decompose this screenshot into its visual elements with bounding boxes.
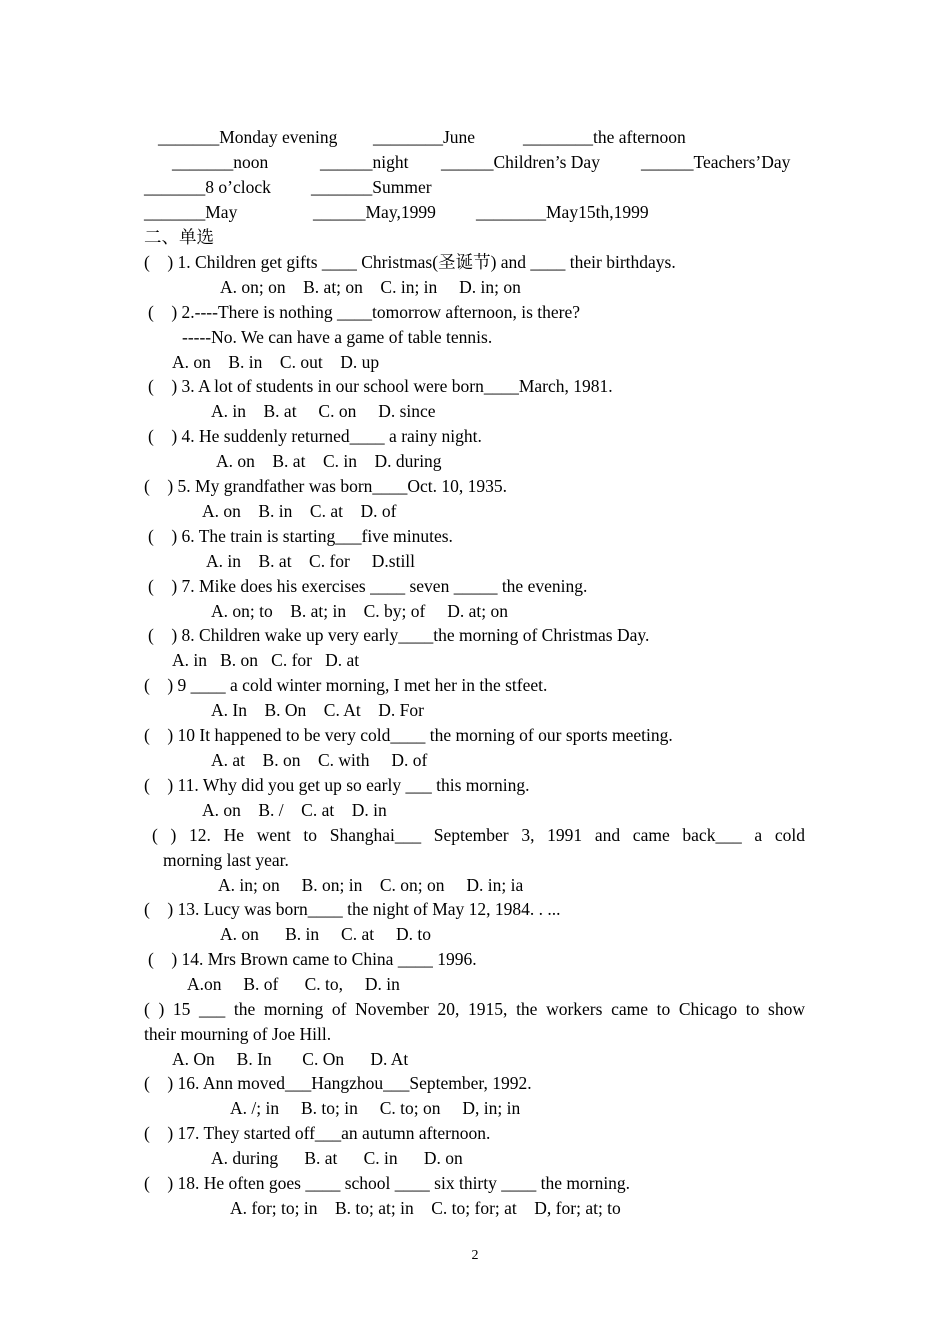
question-stem: ( ) 15 ___ the morning of November 20, 1915, the workers came to Chicago to show [144, 999, 805, 1019]
fill-in-item: ______May,1999 [313, 202, 436, 222]
fill-in-item: ________May15th,1999 [476, 202, 649, 222]
fill-in-item: ________June [373, 127, 476, 147]
question-options: A. on; to B. at; in C. by; of D. at; on [211, 601, 509, 621]
question-stem: ( ) 2.----There is nothing ____tomorrow afternoon, is there? [148, 302, 581, 322]
question-options: A.on B. of C. to, D. in [187, 974, 400, 994]
question-options: A. on B. in C. at D. of [202, 501, 397, 521]
fill-in-item: _______noon [172, 152, 269, 172]
question-stem: ( ) 5. My grandfather was born____Oct. 10, 1935. [144, 476, 508, 496]
fill-in-item: ________the afternoon [523, 127, 686, 147]
question-stem-continued: -----No. We can have a game of table tennis. [182, 327, 493, 347]
question-stem: ( ) 4. He suddenly returned____ a rainy night. [148, 426, 482, 446]
page-number: 2 [471, 1248, 479, 1263]
question-stem: ( ) 1. Children get gifts ____ Christmas(圣诞节) and ____ their birthdays. [144, 252, 676, 272]
question-stem: ( ) 16. Ann moved___Hangzhou___September, 1992. [144, 1073, 532, 1093]
question-options: A. in B. on C. for D. at [172, 650, 360, 670]
question-stem: ( ) 10 It happened to be very cold____ the morning of our sports meeting. [144, 725, 673, 745]
question-stem: ( ) 6. The train is starting___five minutes. [148, 526, 453, 546]
question-options: A. on B. at C. in D. during [216, 451, 442, 471]
question-options: A. in B. at C. on D. since [211, 401, 436, 421]
question-options: A. for; to; in B. to; at; in C. to; for; at D, for; at; to [230, 1198, 621, 1218]
fill-in-item: _______Summer [311, 177, 432, 197]
fill-in-item: ______Teachers’Day [641, 152, 791, 172]
question-options: A. at B. on C. with D. of [211, 750, 428, 770]
question-options: A. during B. at C. in D. on [211, 1148, 463, 1168]
question-stem-continued: their mourning of Joe Hill. [144, 1024, 332, 1044]
question-options: A. on; on B. at; on C. in; in D. in; on [220, 277, 521, 297]
question-options: A. on B. in C. out D. up [172, 352, 380, 372]
fill-in-item: _______May [144, 202, 238, 222]
question-options: A. on B. in C. at D. to [220, 924, 431, 944]
question-stem: ( ) 11. Why did you get up so early ___ this morning. [144, 775, 530, 795]
question-options: A. on B. / C. at D. in [202, 800, 387, 820]
question-stem: ( ) 7. Mike does his exercises ____ seven _____ the evening. [148, 576, 588, 596]
question-stem: ( ) 3. A lot of students in our school were born____March, 1981. [148, 376, 613, 396]
section-title: 二、单选 [144, 227, 214, 247]
fill-in-item: ______night [320, 152, 409, 172]
question-stem: ( ) 18. He often goes ____ school ____ six thirty ____ the morning. [144, 1173, 631, 1193]
question-options: A. In B. On C. At D. For [211, 700, 424, 720]
question-stem-continued: morning last year. [163, 850, 289, 870]
question-stem: ( ) 17. They started off___an autumn afternoon. [144, 1123, 491, 1143]
question-stem: ( ) 12. He went to Shanghai___ September 3, 1991 and came back___ a cold [152, 825, 805, 845]
question-stem: ( ) 8. Children wake up very early____the morning of Christmas Day. [148, 625, 650, 645]
question-options: A. On B. In C. On D. At [172, 1049, 409, 1069]
question-stem: ( ) 9 ____ a cold winter morning, I met her in the stfeet. [144, 675, 548, 695]
question-stem: ( ) 14. Mrs Brown came to China ____ 1996. [148, 949, 477, 969]
fill-in-item: _______Monday evening [158, 127, 338, 147]
fill-in-item: ______Children’s Day [441, 152, 600, 172]
question-options: A. /; in B. to; in C. to; on D, in; in [230, 1098, 521, 1118]
question-options: A. in; on B. on; in C. on; on D. in; ia [218, 875, 524, 895]
fill-in-item: _______8 o’clock [144, 177, 271, 197]
question-stem: ( ) 13. Lucy was born____ the night of May 12, 1984. . ... [144, 899, 561, 919]
question-options: A. in B. at C. for D.still [206, 551, 416, 571]
